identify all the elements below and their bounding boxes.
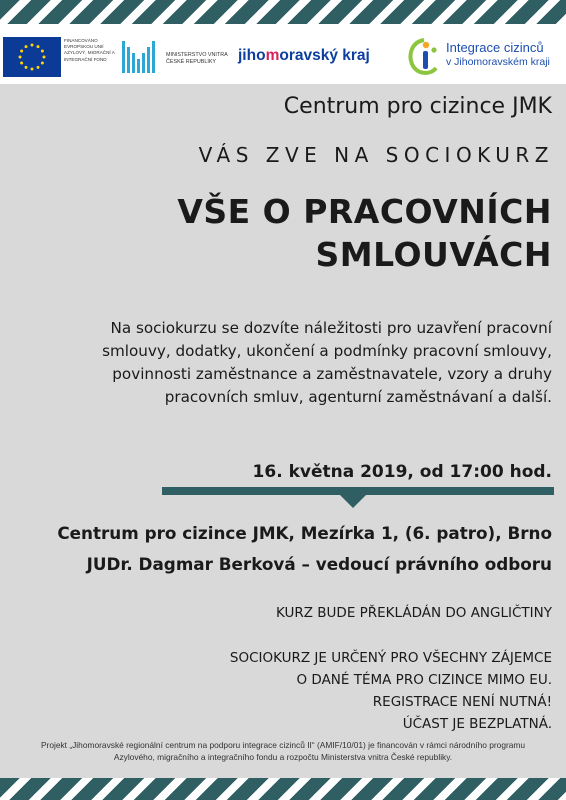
eu-star-icon xyxy=(41,50,44,53)
translation-note: KURZ BUDE PŘEKLÁDÁN DO ANGLIČTINY xyxy=(275,605,552,621)
logo-bar xyxy=(0,24,566,84)
event-lecturer: JUDr. Dagmar Berková – vedoucí právního odboru xyxy=(86,554,552,574)
jmk-logo-part-2: m xyxy=(265,47,280,64)
eu-funding-text: FINANCOVÁNO EVROPSKOU UNIÍ AZYLOVÝ, MIGRAČNÍ A INTEGRAČNÍ FOND xyxy=(64,38,115,62)
jmk-logo-part-3: oravský kraj xyxy=(279,47,370,64)
description-line: povinnosti zaměstnance a zaměstnavatele, vzory a druhy xyxy=(112,365,552,383)
mvcr-line-1: MINISTERSTVO VNITRA xyxy=(166,52,228,58)
invitation-heading: VÁS ZVE NA SOCIOKURZ xyxy=(198,143,554,167)
footer-line-2: Azylového, migračního a integračního fondu a rozpočtu Ministerstva vnitra České republiky. xyxy=(113,752,453,762)
bottom-stripe-border xyxy=(0,778,566,800)
eu-star-icon xyxy=(19,56,22,59)
eu-star-icon xyxy=(25,45,28,48)
eu-star-icon xyxy=(43,56,46,59)
eu-star-icon xyxy=(37,45,40,48)
integ-line-2: v Jihomoravském kraji xyxy=(446,56,550,68)
description-line: pracovních smluv, agenturní zaměstnávaní a další. xyxy=(164,388,552,406)
mvcr-logo-icon xyxy=(122,41,158,73)
event-details xyxy=(57,518,552,580)
course-title-line-1: VŠE O PRACOVNÍCH xyxy=(177,192,552,231)
description-line: smlouvy, dodatky, ukončení a podmínky pracovní smlouvy, xyxy=(102,342,552,360)
jmk-logo-part-1: jiho xyxy=(238,47,266,64)
integ-line-1: Integrace cizinců xyxy=(446,40,544,55)
note-line: REGISTRACE NENÍ NUTNÁ! xyxy=(372,694,552,710)
mvcr-logo-text xyxy=(166,52,230,66)
eu-star-icon xyxy=(37,66,40,69)
divider-bar xyxy=(162,487,554,495)
jmk-region-logo xyxy=(238,47,370,65)
event-place: Centrum pro cizince JMK, Mezírka 1, (6. patro), Brno xyxy=(57,523,552,543)
course-title-line-2: SMLOUVÁCH xyxy=(315,235,552,274)
eu-star-icon xyxy=(25,66,28,69)
course-description xyxy=(32,317,552,409)
note-line: O DANÉ TÉMA PRO CIZINCE MIMO EU. xyxy=(296,672,552,688)
eu-flag-logo xyxy=(3,37,61,77)
event-date: 16. května 2019, od 17:00 hod. xyxy=(252,462,552,482)
divider-pointer xyxy=(340,495,366,508)
course-title xyxy=(177,190,552,276)
integration-logo-text xyxy=(446,40,550,69)
course-notes xyxy=(230,647,552,735)
eu-star-icon xyxy=(20,50,23,53)
eu-star-icon xyxy=(20,62,23,65)
organizer-heading: Centrum pro cizince JMK xyxy=(283,94,552,119)
top-stripe-border xyxy=(0,0,566,24)
note-line: ÚČAST JE BEZPLATNÁ. xyxy=(402,716,552,732)
footer-line-1: Projekt „Jihomoravské regionální centrum na podporu integrace cizinců II“ (AMIF/10/01) je financován v rámci národního programu xyxy=(40,740,526,750)
eu-star-icon xyxy=(31,68,34,71)
project-footer xyxy=(8,739,558,763)
eu-star-icon xyxy=(31,44,34,47)
eu-star-icon xyxy=(41,62,44,65)
mvcr-line-2: ČESKÉ REPUBLIKY xyxy=(166,59,217,65)
note-line: SOCIOKURZ JE URČENÝ PRO VŠECHNY ZÁJEMCE xyxy=(229,650,552,666)
integration-logo-icon xyxy=(406,36,442,78)
description-line: Na sociokurzu se dozvíte náležitosti pro uzavření pracovní xyxy=(110,319,552,337)
